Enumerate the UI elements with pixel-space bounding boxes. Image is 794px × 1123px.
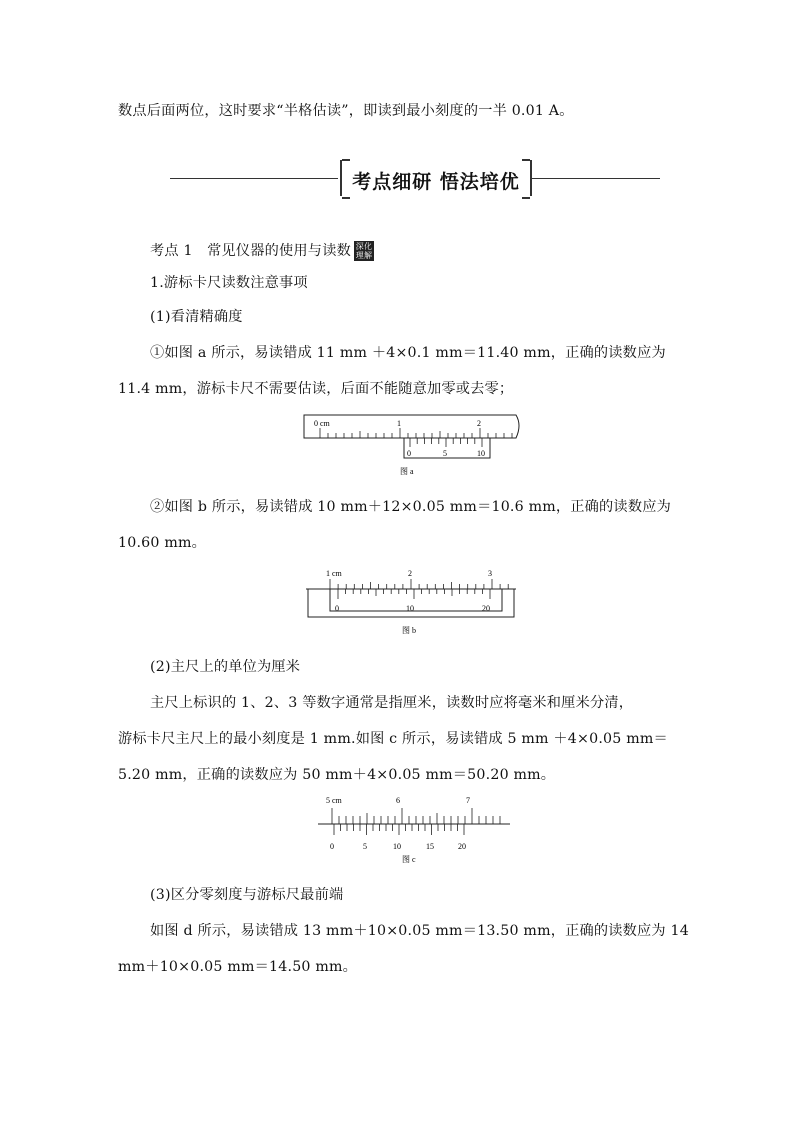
figure-a-vernier-label: 0 [407,449,411,458]
figure-c-main-ticks [332,808,500,824]
deepen-understand-badge: 深化 理解 [355,242,373,260]
figure-a-caption: 图 a [400,467,414,476]
subheading-cm-unit: (2)主尺上的单位为厘米 [150,659,301,675]
figure-c-main-label: 5 cm [326,796,342,805]
figure-c-vernier-label: 0 [330,842,334,851]
figure-b-vernier-label: 10 [406,604,414,613]
paragraph-a-line1: ①如图 a 所示，易读错成 11 mm ＋4×0.1 mm＝11.40 mm，正确的读数应为 [150,345,666,361]
figure-b-vernier-label: 20 [482,604,490,613]
figure-a [300,410,530,480]
subheading-zero-mark: (3)区分零刻度与游标尺最前端 [150,887,344,903]
paragraph-b-line2: 10.60 mm。 [118,535,207,551]
figure-a-main-ticks [320,428,512,438]
banner-rule-left [170,178,338,179]
figure-c [314,792,514,868]
paragraph-d-line1: 如图 d 所示，易读错成 13 mm＋10×0.05 mm＝13.50 mm，正确的读数应为 14 [150,923,689,939]
figure-c-vernier-ticks [334,824,464,835]
figure-c-main-label: 6 [396,796,400,805]
figure-b-main-label: 1 cm [326,569,342,578]
figure-a-vernier-label: 10 [477,449,485,458]
figure-b-vernier-body [330,589,502,611]
paragraph-d-line2: mm＋10×0.05 mm＝14.50 mm。 [118,959,358,975]
banner-title: 考点细研 悟法培优 [352,171,520,193]
section-banner [170,160,660,200]
figure-a-main-label: 0 cm [314,419,330,428]
figure-c-vernier-label: 10 [393,842,401,851]
figure-b [302,565,522,640]
figure-b-main-label: 2 [408,569,412,578]
figure-b-vernier-label: 0 [335,604,339,613]
heading-vernier-notes: 1.游标卡尺读数注意事项 [150,275,308,291]
figure-a-svg [300,410,530,480]
paragraph-continued: 数点后面两位，这时要求“半格估读”，即读到最小刻度的一半 0.01 A。 [118,103,574,119]
figure-b-caption: 图 b [402,626,416,635]
figure-c-vernier-label: 5 [363,842,367,851]
paragraph-c-line1: 主尺上标识的 1、2、3 等数字通常是指厘米，读数时应将毫米和厘米分清， [150,695,634,711]
figure-b-svg [302,565,522,640]
figure-c-main-label: 7 [466,796,470,805]
figure-a-vernier-label: 5 [443,449,447,458]
figure-b-vernier-ticks [338,589,490,599]
paragraph-c-line3: 5.20 mm，正确的读数应为 50 mm＋4×0.05 mm＝50.20 mm。 [118,767,556,783]
figure-c-vernier-label: 20 [458,842,466,851]
paragraph-c-line2: 游标卡尺主尺上的最小刻度是 1 mm.如图 c 所示，易读错成 5 mm ＋4×0.05 mm＝ [118,731,668,747]
figure-a-vernier-ticks [410,438,482,447]
figure-c-svg [314,792,514,868]
banner-frame [340,160,532,196]
figure-b-main-label: 3 [488,569,492,578]
point-heading [150,240,715,261]
figure-a-main-label: 2 [477,419,481,428]
paragraph-a-line2: 11.4 mm，游标卡尺不需要估读，后面不能随意加零或去零； [118,381,514,397]
point-title: 考点 1 常见仪器的使用与读数 [150,243,351,259]
banner-rule-right [532,178,660,179]
paragraph-b-line1: ②如图 b 所示，易读错成 10 mm＋12×0.05 mm＝10.6 mm，正确的读数应为 [150,499,671,515]
figure-a-main-label: 1 [397,419,401,428]
figure-c-caption: 图 c [402,855,416,864]
figure-c-vernier-label: 15 [426,842,434,851]
figure-b-main-ticks [330,579,508,589]
subheading-precision: (1)看清精确度 [150,309,243,325]
